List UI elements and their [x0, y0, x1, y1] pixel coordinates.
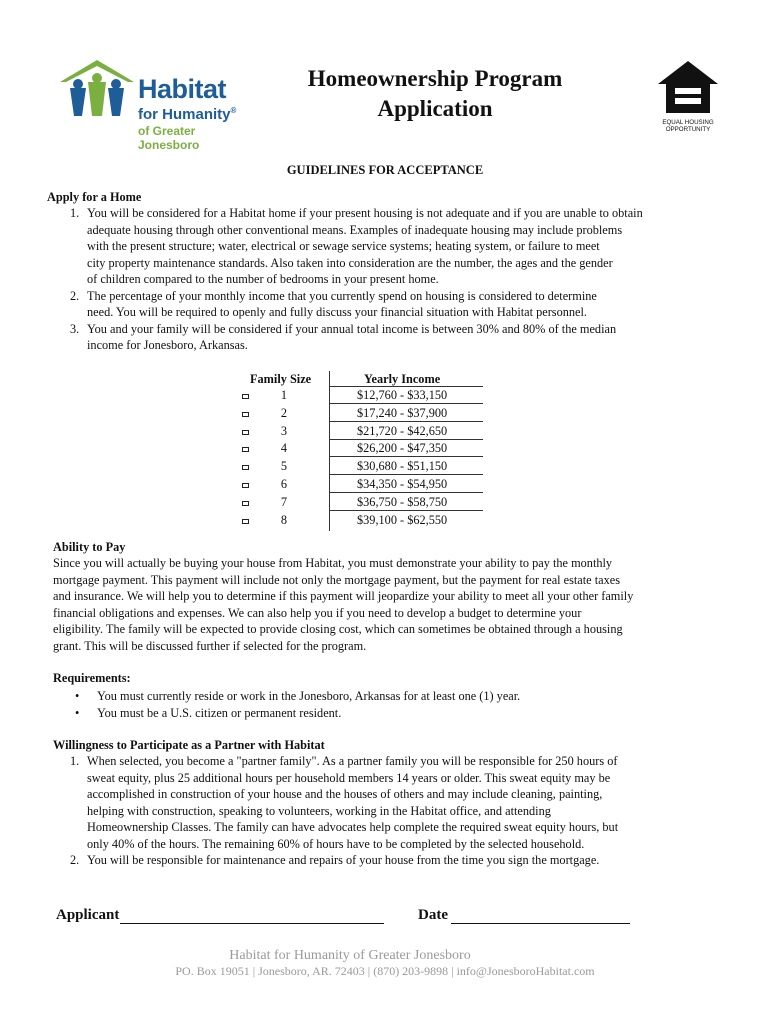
apply-item-3-line: income for Jonesboro, Arkansas. — [87, 338, 248, 352]
logo-registered-mark: ® — [230, 106, 237, 115]
table-row — [236, 476, 484, 494]
table-row — [236, 458, 484, 476]
equal-housing-house-icon — [657, 60, 719, 114]
ability-line: mortgage payment. This payment will include not only the mortgage payment, but the payment for real estate taxes — [53, 572, 620, 587]
family-size-checkbox[interactable] — [242, 394, 249, 399]
logo-habitat-text: Habitat — [138, 74, 227, 104]
yearly-income-value: $39,100 - $62,550 — [357, 512, 448, 527]
apply-heading: Apply for a Home — [47, 190, 142, 204]
family-size-value: 7 — [280, 494, 288, 509]
willingness-item-1-line: When selected, you become a "partner family". As a partner family you will be responsible for 250 hours of — [87, 754, 618, 768]
family-size-value: 6 — [280, 477, 288, 491]
date-label: Date — [418, 907, 448, 923]
willingness-item-1-line: Homeownership Classes. The family can have advocates help complete the required sweat equity hours, but — [87, 820, 619, 834]
applicant-label: Applicant — [56, 907, 120, 923]
guidelines-heading: GUIDELINES FOR ACCEPTANCE — [286, 163, 484, 177]
logo-for-humanity-text: for Humanity — [138, 106, 231, 123]
family-size-checkbox[interactable] — [242, 430, 249, 435]
apply-item-1-line: You will be considered for a Habitat home if your present housing is not adequate and if you are unable to obtain — [87, 206, 643, 220]
footer-org: Habitat for Humanity of Greater Jonesboro — [229, 948, 471, 963]
equal-housing-label-1: EQUAL HOUSING — [662, 118, 714, 126]
family-size-value: 2 — [280, 405, 288, 420]
habitat-logo — [58, 58, 258, 152]
willingness-item-2-line: You will be responsible for maintenance and repairs of your house from the time you sign the mortgage. — [87, 853, 600, 867]
yearly-income-value: $21,720 - $42,650 — [357, 423, 448, 438]
yearly-income-value: $36,750 - $58,750 — [357, 494, 448, 509]
table-row — [236, 512, 484, 530]
family-size-checkbox[interactable] — [242, 412, 249, 417]
requirement-item — [53, 688, 703, 705]
apply-item-1-line: city property maintenance standards. Also taken into consideration are the number, the ages and the gender — [87, 255, 613, 270]
apply-item-1-line: with the present structure; water, electrical or sewage service systems; heating system, or failure to meet — [87, 239, 600, 253]
logo-greater-jonesboro-text: of Greater Jonesboro — [138, 124, 200, 152]
willingness-item-1 — [53, 753, 713, 852]
ability-paragraph — [53, 555, 723, 654]
family-size-value: 4 — [280, 441, 288, 456]
habitat-house-people-icon — [58, 58, 136, 120]
apply-item-2-line: The percentage of your monthly income that you currently spend on housing is considered to determine — [87, 288, 597, 303]
family-size-checkbox[interactable] — [242, 501, 249, 506]
footer-contact: PO. Box 19051 | Jonesboro, AR. 72403 | (870) 203-9898 | info@JonesboroHabitat.com — [175, 964, 595, 978]
ability-line: grant. This will be discussed further if selected for the program. — [53, 638, 367, 653]
ability-line: financial obligations and expenses. We can also help you if you need to develop a budget to determine your — [53, 605, 582, 620]
table-row — [236, 387, 484, 405]
requirement-item — [53, 705, 703, 722]
apply-item-1-line: of children compared to the number of bedrooms in your present home. — [87, 272, 439, 286]
requirements-heading: Requirements: — [53, 671, 131, 685]
page-title — [270, 64, 600, 124]
table-row — [236, 405, 484, 423]
willingness-item-1-line: sweat equity, plus 25 additional hours per household members 14 years or older. This sweat equity may be — [87, 770, 611, 785]
family-size-value: 1 — [280, 388, 288, 402]
apply-item-1-number: 1. — [70, 206, 80, 220]
family-size-checkbox[interactable] — [242, 465, 249, 470]
apply-item-1 — [53, 205, 713, 288]
apply-item-1-line: adequate housing through other conventional means. Examples of inadequate housing may include problems — [87, 222, 623, 237]
willingness-item-2-number: 2. — [70, 853, 80, 867]
table-row — [236, 423, 484, 441]
willingness-item-1-line: helping with construction, speaking to volunteers, working in the Habitat office, and attending — [87, 803, 551, 818]
table-row — [236, 494, 484, 512]
family-size-value: 3 — [280, 423, 288, 438]
title-line-2: Application — [377, 96, 493, 121]
bullet: • — [75, 705, 80, 720]
bullet: • — [75, 689, 80, 703]
apply-list — [53, 205, 713, 354]
ability-line: Since you will actually be buying your house from Habitat, you must demonstrate your ability to pay the monthly — [53, 556, 613, 570]
ability-line: eligibility. The family will be expected to provide closing cost, which can sometimes be obtained through a housing — [53, 622, 623, 636]
family-size-value: 5 — [280, 459, 288, 474]
equal-housing-label-2: OPPORTUNITY — [665, 126, 711, 133]
table-header-yearly-income: Yearly Income — [364, 372, 441, 386]
apply-item-2-number: 2. — [70, 288, 80, 303]
willingness-item-1-number: 1. — [70, 754, 80, 768]
family-size-value: 8 — [280, 512, 288, 527]
requirements-list — [53, 688, 703, 721]
title-line-1: Homeownership Program — [307, 66, 563, 91]
table-header-family-size: Family Size — [250, 372, 312, 386]
table-row — [236, 440, 484, 458]
requirement-text: You must currently reside or work in the Jonesboro, Arkansas for at least one (1) year. — [97, 689, 521, 703]
applicant-signature-line[interactable] — [120, 923, 384, 924]
requirement-text: You must be a U.S. citizen or permanent resident. — [97, 705, 342, 720]
yearly-income-value: $30,680 - $51,150 — [357, 459, 448, 474]
apply-item-3 — [53, 321, 713, 354]
equal-housing-logo — [656, 60, 720, 134]
apply-item-2-line: need. You will be required to openly and fully discuss your financial situation with Habitat personnel. — [87, 305, 587, 319]
apply-item-2 — [53, 288, 713, 321]
yearly-income-value: $26,200 - $47,350 — [357, 441, 448, 456]
ability-heading: Ability to Pay — [53, 540, 126, 554]
willingness-item-1-line: only 40% of the hours. The remaining 60% of hours have to be completed by the selected household. — [87, 836, 585, 851]
ability-line: and insurance. We will help you to determine if this payment will jeopardize your ability to meet all your other family — [53, 589, 634, 603]
willingness-list — [53, 753, 713, 869]
yearly-income-value: $17,240 - $37,900 — [357, 405, 448, 420]
yearly-income-value: $34,350 - $54,950 — [357, 477, 448, 491]
apply-item-3-number: 3. — [70, 321, 80, 336]
willingness-heading: Willingness to Participate as a Partner with Habitat — [53, 738, 325, 752]
family-size-checkbox[interactable] — [242, 483, 249, 488]
apply-item-3-line: You and your family will be considered if your annual total income is between 30% and 80% of the median — [87, 321, 617, 336]
willingness-item-1-line: accomplished in construction of your house and the houses of others and may include cleaning, painting, — [87, 787, 603, 801]
yearly-income-value: $12,760 - $33,150 — [357, 388, 448, 402]
family-size-checkbox[interactable] — [242, 447, 249, 452]
family-size-checkbox[interactable] — [242, 519, 249, 524]
willingness-item-2 — [53, 852, 713, 869]
date-signature-line[interactable] — [451, 923, 630, 924]
